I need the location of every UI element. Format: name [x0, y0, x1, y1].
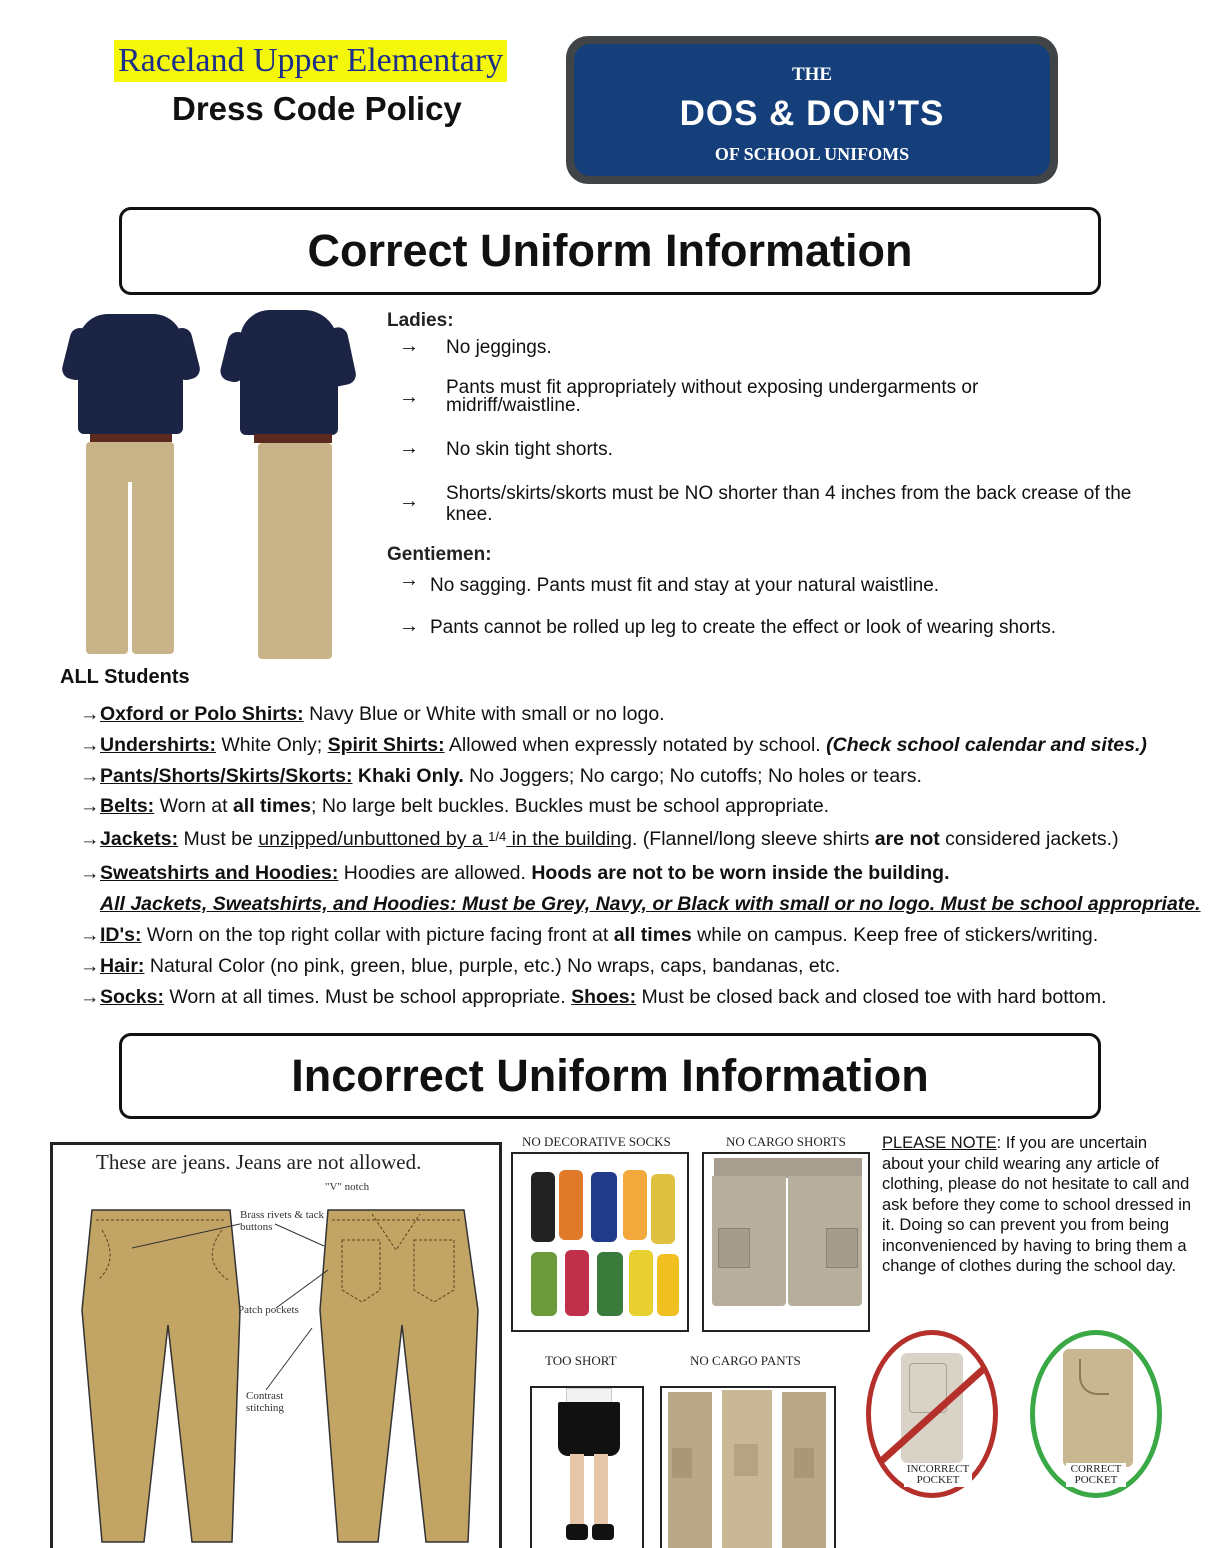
cargo-pants-image [660, 1386, 836, 1548]
banner-line-the: THE [791, 64, 833, 85]
arrow-right-icon: → [399, 615, 419, 637]
ladies-rule-4: Shorts/skirts/skorts must be NO shorter than 4 inches from the back crease of the knee. [446, 483, 1132, 525]
rule-outerwear-colors: All Jackets, Sweatshirts, and Hoodies: Must be Grey, Navy, or Black with small or no logo. Must be school appropriate. [100, 893, 1201, 915]
girls-uniform-front-image [66, 306, 201, 660]
gentlemen-rule-1: No sagging. Pants must fit and stay at your natural waistline. [430, 575, 940, 596]
please-note-label: PLEASE NOTE [882, 1134, 997, 1152]
cargo-pants-caption: NO CARGO PANTS [690, 1353, 801, 1368]
rule-shirts: →Oxford or Polo Shirts: Navy Blue or White with small or no logo. [80, 703, 665, 725]
too-short-caption: TOO SHORT [545, 1353, 617, 1368]
too-short-skirt-image [530, 1386, 644, 1548]
rule-undershirts: →Undershirts: White Only; Spirit Shirts: Allowed when expressly notated by school. (Check school calendar and sites.) [80, 734, 1147, 756]
arrow-right-icon: → [80, 795, 100, 817]
cargo-shorts-caption: NO CARGO SHORTS [726, 1134, 846, 1149]
correct-pocket-caption: CORRECT POCKET [1066, 1463, 1126, 1487]
rule-pants: →Pants/Shorts/Skirts/Skorts: Khaki Only. No Joggers; No cargo; No cutoffs; No holes or tears. [80, 765, 922, 787]
arrow-right-icon: → [80, 734, 100, 756]
correct-uniform-heading: Correct Uniform Information [119, 207, 1101, 295]
girls-uniform-side-image [218, 306, 358, 660]
jeans-diagram [80, 1190, 480, 1548]
ladies-rule-1: No jeggings. [446, 337, 552, 358]
v-notch-label: "V" notch [325, 1181, 370, 1193]
jeans-title: These are jeans. Jeans are not allowed. [96, 1150, 422, 1174]
arrow-right-icon: → [399, 569, 419, 591]
arrow-right-icon: → [80, 955, 100, 977]
rule-ids: →ID's: Worn on the top right collar with picture facing front at all times while on campus. Keep free of stickers/writing. [80, 924, 1099, 946]
dos-donts-banner [566, 36, 1058, 184]
ladies-label: Ladies: [387, 310, 454, 331]
incorrect-pocket-caption: INCORRECT POCKET [904, 1463, 972, 1487]
incorrect-uniform-heading: Incorrect Uniform Information [119, 1033, 1101, 1119]
please-note-text: PLEASE NOTE: If you are uncertain about your child wearing any article of clothing, please do not hesitate to call and ask before they come to school dressed in it. Doing so can prevent you from being inconvenienced by having to bring them a change of clothes during the school day. [882, 1134, 1192, 1275]
policy-title: Dress Code Policy [172, 90, 462, 127]
decorative-socks-image [511, 1152, 689, 1332]
patch-pockets-label: Patch pockets [238, 1304, 299, 1316]
socks-caption: NO DECORATIVE SOCKS [522, 1134, 671, 1149]
rivets-label: Brass rivets & tack buttons [240, 1209, 325, 1233]
gentlemen-label: Gentiemen: [387, 544, 492, 565]
arrow-right-icon: → [399, 490, 419, 512]
arrow-right-icon: → [80, 924, 100, 946]
arrow-right-icon: → [80, 765, 100, 787]
arrow-right-icon: → [80, 703, 100, 725]
rule-sweatshirts: →Sweatshirts and Hoodies: Hoodies are allowed. Hoods are not to be worn inside the building. [80, 862, 950, 884]
all-students-label: ALL Students [60, 666, 190, 688]
rule-jackets: →Jackets: Must be unzipped/unbuttoned by a $^{1/4}$ in the building. (Flannel/long sleeve shirts are not considered jackets.) [80, 828, 1119, 850]
gentlemen-rule-2: Pants cannot be rolled up leg to create the effect or look of wearing shorts. [430, 617, 1056, 638]
school-name: Raceland Upper Elementary [114, 40, 507, 82]
rule-socks-shoes: →Socks: Worn at all times. Must be school appropriate. Shoes: Must be closed back and closed toe with hard bottom. [80, 986, 1107, 1008]
banner-subtitle: OF SCHOOL UNIFOMS [714, 144, 910, 164]
contrast-stitching-label: Contrast stitching [246, 1390, 284, 1414]
arrow-right-icon: → [399, 437, 419, 459]
arrow-right-icon: → [399, 335, 419, 357]
arrow-right-icon: → [399, 386, 419, 408]
rule-hair: →Hair: Natural Color (no pink, green, blue, purple, etc.) No wraps, caps, bandanas, etc. [80, 955, 841, 977]
arrow-right-icon: → [80, 828, 100, 850]
arrow-right-icon: → [80, 862, 100, 884]
cargo-shorts-image [702, 1152, 870, 1332]
banner-title: DOS & DON’TS [679, 94, 945, 133]
ladies-rule-3: No skin tight shorts. [446, 439, 613, 460]
rule-belts: →Belts: Worn at all times; No large belt buckles. Buckles must be school appropriate. [80, 795, 830, 817]
ladies-rule-2: Pants must fit appropriately without exposing undergarments or midriff/waistline. [446, 377, 979, 416]
arrow-right-icon: → [80, 986, 100, 1008]
